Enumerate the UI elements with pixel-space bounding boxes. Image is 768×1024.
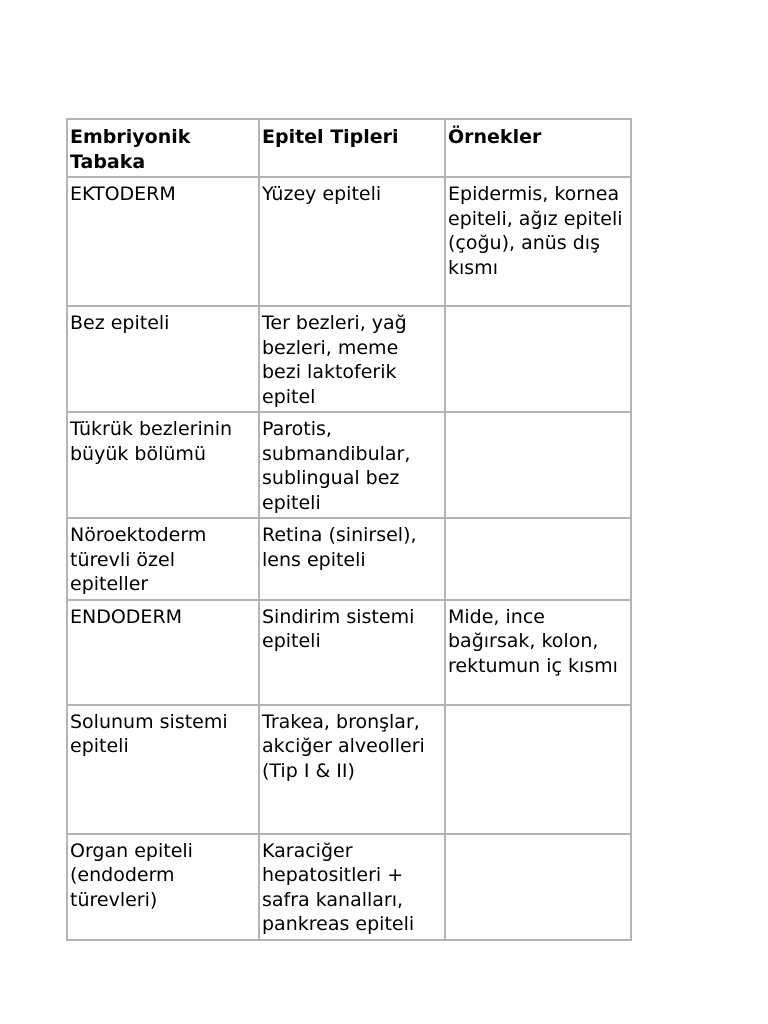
table-cell: ENDODERM <box>67 600 259 705</box>
epithelium-table <box>66 118 632 941</box>
table-cell: Mide, ince bağırsak, kolon, rektumun iç kısmı <box>445 600 631 705</box>
table-header-row <box>67 119 631 177</box>
table-cell: Organ epiteli (endoderm türevleri) <box>67 834 259 940</box>
table-cell: Trakea, bronşlar, akciğer alveolleri (Tip I & II) <box>259 705 445 834</box>
table-cell <box>445 306 631 412</box>
table-cell <box>445 518 631 600</box>
header-cell-epithelium-types: Epitel Tipleri <box>259 119 445 177</box>
table-cell: Yüzey epiteli <box>259 177 445 306</box>
table-cell: Retina (sinirsel), lens epiteli <box>259 518 445 600</box>
header-cell-examples: Örnekler <box>445 119 631 177</box>
table-cell: Bez epiteli <box>67 306 259 412</box>
table-cell: Solunum sistemi epiteli <box>67 705 259 834</box>
table-cell: Karaciğer hepatositleri + safra kanalları, pankreas epiteli <box>259 834 445 940</box>
table-cell: Nöroektoderm türevli özel epiteller <box>67 518 259 600</box>
table-cell: Epidermis, kornea epiteli, ağız epiteli (çoğu), anüs dış kısmı <box>445 177 631 306</box>
header-cell-layer: Embriyonik Tabaka <box>67 119 259 177</box>
table-cell: Tükrük bezlerinin büyük bölümü <box>67 412 259 518</box>
table-row <box>67 306 631 412</box>
table-row <box>67 705 631 834</box>
table-cell <box>445 705 631 834</box>
table-row <box>67 412 631 518</box>
table-cell: Sindirim sistemi epiteli <box>259 600 445 705</box>
table-cell: Ter bezleri, yağ bezleri, meme bezi laktoferik epitel <box>259 306 445 412</box>
table-row <box>67 600 631 705</box>
table-cell <box>445 412 631 518</box>
table-row <box>67 518 631 600</box>
table-row <box>67 177 631 306</box>
table-row <box>67 834 631 940</box>
table-cell <box>445 834 631 940</box>
table-cell: EKTODERM <box>67 177 259 306</box>
table-cell: Parotis, submandibular, sublingual bez epiteli <box>259 412 445 518</box>
